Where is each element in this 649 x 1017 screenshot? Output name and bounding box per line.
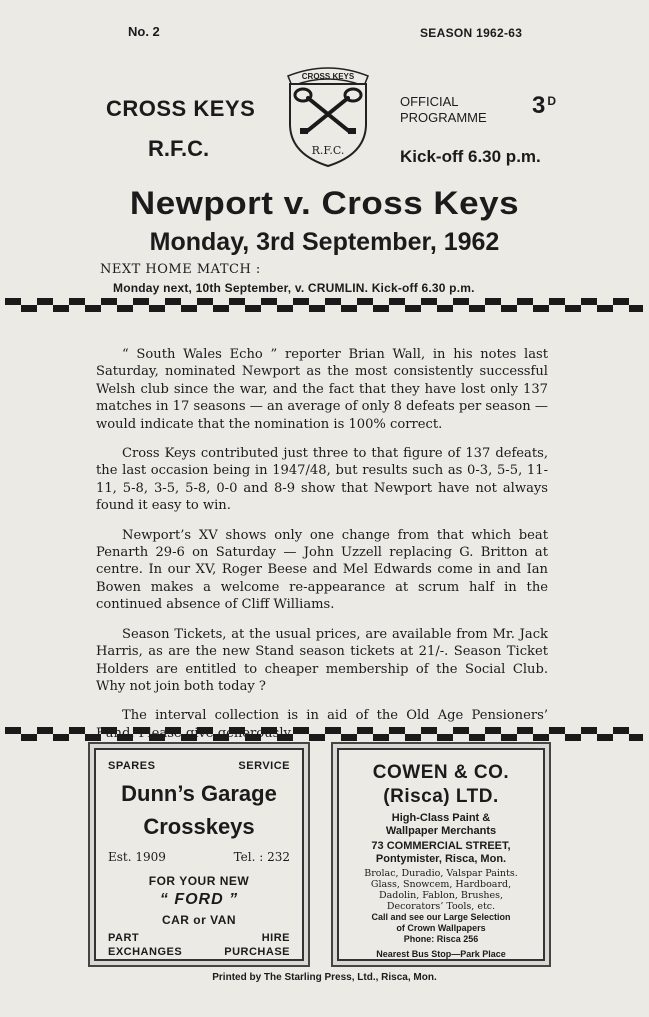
match-title: Newport v. Cross Keys bbox=[129, 185, 520, 222]
article-paragraph: “ South Wales Echo ” reporter Brian Wall, in his notes last Saturday, nominated Newport as the most consistently successful Welsh club since the war, and the fact that they have lost only 137 matches in 17 seasons — an average of only 8 defeats per season — would indicate that the nomination is 100% correct. bbox=[96, 347, 548, 432]
article-paragraph: Newport’s XV shows only one change from that which beat Penarth 29-6 on Saturday — John Uzzell replacing G. Britton at centre. In our XV, Roger Beese and Mel Edwards come in and Ian Bowen makes a welcome re-appearance at scrum half in the continued absence of Cliff Williams. bbox=[96, 527, 548, 613]
crest-ribbon-text: CROSS KEYS bbox=[301, 72, 355, 81]
cowen-address: 73 COMMERCIAL STREET, Pontymister, Risca, Mon. bbox=[371, 840, 511, 865]
cowen-bus-stop: Nearest Bus Stop—Park Place bbox=[376, 949, 506, 959]
checkered-divider-top bbox=[5, 298, 643, 312]
purchase-label: PURCHASE bbox=[224, 946, 290, 958]
programme-number: No. 2 bbox=[128, 24, 160, 39]
ford-tagline: FOR YOUR NEW bbox=[148, 874, 250, 888]
club-name: CROSS KEYS bbox=[106, 96, 256, 121]
cowen-ltd: (Risca) LTD. bbox=[383, 786, 499, 807]
printer-credit: Printed by The Starling Press, Ltd., Risca, Mon. bbox=[212, 972, 437, 983]
cowen-name: COWEN & CO. bbox=[372, 762, 510, 783]
cowen-advert bbox=[331, 742, 551, 967]
exchanges-label: EXCHANGES bbox=[108, 946, 183, 958]
cowen-specialty: High-Class Paint & Wallpaper Merchants bbox=[385, 812, 497, 837]
next-home-match-label: NEXT HOME MATCH : bbox=[100, 262, 261, 277]
next-home-match-details: Monday next, 10th September, v. CRUMLIN. Kick-off 6.30 p.m. bbox=[113, 281, 475, 295]
telephone: Tel. : 232 bbox=[233, 850, 290, 864]
crossed-keys-icon bbox=[282, 62, 374, 168]
hire-label: HIRE bbox=[261, 932, 290, 944]
kickoff-time: Kick-off 6.30 p.m. bbox=[400, 147, 541, 166]
cowen-products: Brolac, Duradio, Valspar Paints. Glass, Snowcem, Hardboard, Dadolin, Fablon, Brushes, Decorators’ Tools, etc. bbox=[364, 868, 518, 912]
match-date: Monday, 3rd September, 1962 bbox=[149, 228, 500, 256]
crest-initials: R.F.C. bbox=[311, 144, 345, 157]
car-or-van: CAR or VAN bbox=[161, 913, 237, 927]
article-text bbox=[96, 346, 548, 754]
article-paragraph: The interval collection is in aid of the Old Age Pensioners’ bbox=[122, 708, 548, 724]
dunns-garage-name: Dunn’s Garage bbox=[121, 781, 277, 806]
price-unit: D bbox=[547, 94, 557, 108]
part-label: PART bbox=[108, 932, 140, 944]
club-initials: R.F.C. bbox=[148, 136, 210, 161]
spares-label: SPARES bbox=[108, 760, 156, 772]
article-paragraph: Season Tickets, at the usual prices, are available from Mr. Jack Harris, as are the new Stand season tickets at 21/-. Season Ticket Holders are entitled to cheaper membership of the Social Club. Why not join both today ? bbox=[96, 626, 548, 694]
season-label: SEASON 1962-63 bbox=[420, 26, 523, 40]
official-programme-label: OFFICIAL PROGRAMME bbox=[400, 94, 487, 125]
cowen-call-to-action: Call and see our Large Selection of Crown Wallpapers Phone: Risca 256 bbox=[371, 912, 511, 944]
established-year: Est. 1909 bbox=[108, 850, 166, 864]
service-label: SERVICE bbox=[238, 760, 290, 772]
price: 3 $^D$ bbox=[532, 92, 557, 119]
article-paragraph: Cross Keys contributed just three to that figure of 137 defeats, the last occasion being in 1947/48, but results such as 0-3, 5-5, 11-11, 5-8, 3-5, 5-8, 0-0 and 8-9 show that Newport have not always found it easy to win. bbox=[96, 446, 548, 514]
dunns-garage-town: Crosskeys bbox=[143, 814, 255, 839]
checkered-divider-bottom bbox=[5, 727, 643, 741]
dunns-garage-advert bbox=[88, 742, 310, 967]
ford-brand: “ FORD ” bbox=[159, 891, 239, 908]
